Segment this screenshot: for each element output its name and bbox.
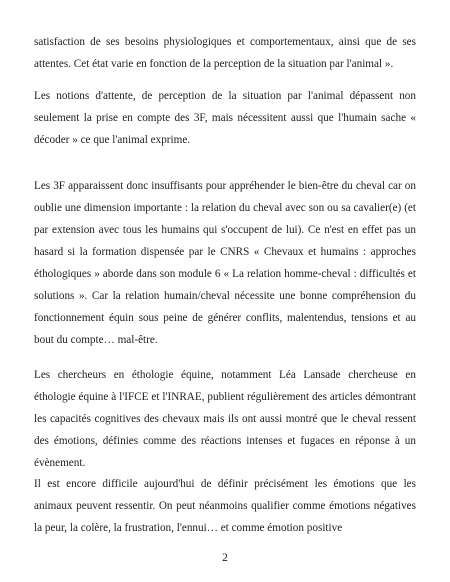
- page-number: 2: [222, 552, 228, 564]
- paragraph-perception-notions: Les notions d'attente, de perception de la situation par l'animal dépassent non seulement la prise en compte des 3F, mais nécessitent aussi que l'humain sache « décoder » ce que l'animal exprime.: [34, 90, 416, 146]
- paragraph-ethology-research: Les chercheurs en éthologie équine, notamment Léa Lansade chercheuse en éthologie équine à l'IFCE et l'INRAE, publient régulièrement des articles démontrant les capacités cognitives des chevaux mais ils ont aussi montré que le cheval ressent des émotions, définies comme des réactions intenses et fugaces en réponse à un évènement.: [34, 369, 416, 469]
- paragraph-animal-emotions: Il est encore difficile aujourd'hui de définir précisément les émotions que les animaux peuvent ressentir. On peut néanmoins qualifier comme émotions négatives la peur, la colère, la frustration, l'ennui… et comme émotion positive: [34, 478, 416, 534]
- paragraph-needs-satisfaction: satisfaction de ses besoins physiologiques et comportementaux, ainsi que de ses attentes. Cet état varie en fonction de la perception de la situation par l'animal ».: [34, 36, 416, 70]
- paragraph-human-horse-relation: Les 3F apparaissent donc insuffisants pour appréhender le bien-être du cheval car on oublie une dimension importante : la relation du cheval avec son ou sa cavalier(e) (et par extension avec tous les humains qui s'occupent de lui). Ce n'est en effet pas un hasard si la formation dispensée par le CNRS « Chevaux et humains : approches éthologiques » aborde dans son module 6 « La relation homme-cheval : difficultés et solutions ». Car la relation humain/cheval nécessite une bonne compréhension du fonctionnement équin sous peine de générer conflits, malentendus, tensions et au bout du compte… mal-être.: [34, 180, 416, 346]
